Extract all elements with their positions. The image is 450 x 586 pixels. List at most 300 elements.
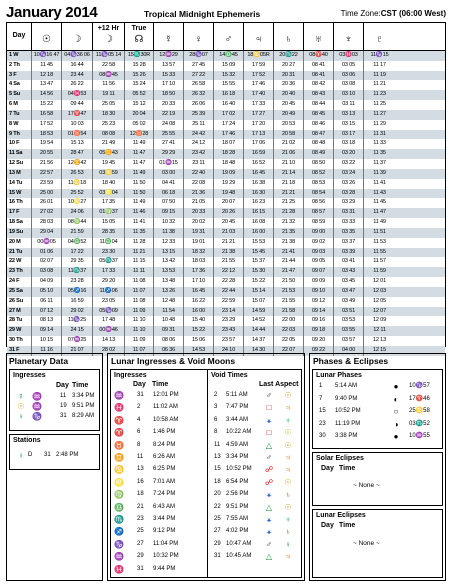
row-cell: 11 55: [373, 248, 386, 255]
ephemeris-row: [7, 110, 445, 120]
row-cell: 11 15: [125, 257, 154, 267]
row-cell: 20 33: [154, 100, 184, 110]
header: [6, 4, 446, 22]
row-cell: 15 32: [214, 71, 244, 81]
planetary-data-panel: [6, 353, 103, 581]
row-cell: 11 08: [125, 277, 154, 287]
row-cell: 15 33: [154, 71, 184, 81]
void-times-label: Void Times: [211, 372, 248, 379]
row-cell: 10 32: [154, 218, 184, 228]
void-time: 7:47 PM: [226, 404, 249, 411]
row-cell: 26 58: [184, 80, 214, 90]
row-cell: 11 45: [373, 199, 386, 206]
row-cell: 03 55: [334, 326, 364, 336]
ingress-day: 11: [137, 454, 144, 460]
row-cell: 11 47: [125, 149, 154, 159]
row-cell: 16 22: [184, 297, 214, 307]
ingress-day: 18: [137, 491, 144, 498]
row-cell: 28 47: [62, 149, 93, 159]
row-cell: 20 45: [274, 100, 304, 110]
col-header-3: [93, 23, 125, 51]
sign-icon: ♏: [114, 515, 124, 524]
row-cell: 11 49: [125, 198, 154, 208]
row-cell: 14 37: [244, 336, 274, 346]
planet-icon: ☉: [284, 440, 292, 450]
row-cell: 09 12: [304, 297, 334, 307]
ingress-day: 31: [137, 392, 144, 398]
row-cell: 11 45: [32, 61, 62, 71]
ingress-day: 23: [137, 516, 144, 522]
row-cell: 12 48: [154, 297, 184, 307]
row-cell: 16 44: [62, 61, 93, 71]
row-cell: 03 53: [334, 316, 364, 326]
row-cell: 01♉54: [62, 130, 93, 140]
phase-position: 10♑57: [409, 383, 430, 389]
row-cell: 16 00: [244, 228, 274, 238]
row-cell: 18 40: [93, 179, 125, 189]
void-time: 2:56 PM: [226, 491, 249, 498]
row-cell: 08 08: [93, 130, 125, 140]
void-day: 15: [214, 466, 221, 473]
row-cell: 22 03: [274, 326, 304, 336]
row-cell: 16 40: [214, 100, 244, 110]
solar-time-header: Time: [339, 465, 356, 472]
row-cell: 23 30: [93, 248, 125, 258]
row-cell: 11 21: [125, 248, 154, 258]
row-cell: 10 48: [154, 316, 184, 326]
planet-icon: ♄: [285, 490, 291, 500]
row-cell: 11♋18: [62, 179, 93, 189]
row-cell: 24 06: [62, 208, 93, 218]
row-cell: 11♎04: [93, 238, 125, 248]
row-day: 17 F: [7, 208, 32, 218]
row-cell: 16 58: [32, 110, 62, 120]
row-cell: 03 22: [334, 159, 364, 169]
row-cell: 21 41: [274, 248, 304, 258]
ingress-day: 4: [137, 416, 141, 423]
row-cell: 12♉28: [125, 130, 154, 140]
row-cell: 15 37: [244, 257, 274, 267]
planet-icon: ♀: [285, 539, 291, 549]
row-day: 27 M: [7, 307, 32, 317]
ingress-day: 31: [60, 413, 67, 419]
ingress-day: 2: [137, 404, 141, 411]
phases-panel: [309, 353, 446, 581]
row-day: 5 Su: [7, 90, 32, 100]
row-cell: 17 27: [244, 110, 274, 120]
col-symbol: ♂: [224, 34, 233, 45]
row-cell: 16 08: [244, 218, 274, 228]
row-cell: 26 22: [62, 80, 93, 90]
row-cell: 15 13: [62, 139, 93, 149]
phase-day: 1: [319, 383, 323, 389]
row-day: 22 W: [7, 257, 32, 267]
row-cell: 03 43: [334, 267, 364, 277]
planet-icon: ♆: [285, 415, 291, 425]
row-cell: 13 47: [32, 80, 62, 90]
row-cell: 11 59: [373, 268, 386, 275]
row-cell: 26 01: [32, 198, 62, 208]
ingress-time: 10:58 AM: [153, 416, 179, 423]
solar-day-header: Day: [321, 465, 334, 472]
row-cell: 06 18: [154, 189, 184, 199]
row-cell: 03 51: [334, 307, 364, 317]
phase-day: 23: [319, 420, 326, 427]
phases-title: Phases & Eclipses: [313, 356, 389, 366]
row-cell: 03 49: [334, 297, 364, 307]
row-cell: 12♊42: [62, 159, 93, 169]
row-cell: 11 41: [125, 218, 154, 228]
col-header-10: [304, 23, 334, 51]
row-cell: 08♒45: [93, 71, 125, 81]
aspect-icon: ♂: [266, 453, 272, 462]
row-cell: 29 04: [32, 228, 62, 238]
phase-time: 10:52 PM: [335, 408, 361, 414]
void-day: 11: [214, 441, 221, 448]
row-day: 15 W: [7, 189, 32, 199]
row-cell: 16 15: [244, 208, 274, 218]
row-cell: 20 31: [274, 71, 304, 81]
ephemeris-row: [7, 139, 445, 149]
row-cell: 14 59: [244, 307, 274, 317]
row-cell: 08 43: [304, 90, 334, 100]
row-day: 20 M: [7, 238, 32, 248]
row-cell: 00♒05: [32, 238, 62, 248]
lunar-divider: [207, 370, 208, 577]
ephemeris-row: [7, 287, 445, 297]
lunar-title: Lunar Ingresses & Void Moons: [111, 356, 236, 366]
row-cell: 11 09: [125, 336, 154, 346]
row-cell: 25 23: [93, 120, 125, 130]
row-cell: 04 00: [334, 346, 364, 356]
row-cell: 29 35: [62, 257, 93, 267]
lunar-panel: [107, 353, 305, 581]
sign-icon: ♈: [114, 428, 124, 438]
station-type: D: [28, 452, 33, 458]
col-header-9: [274, 23, 304, 51]
row-cell: 22 40: [184, 169, 214, 179]
lunar-ecl-time-header: Time: [339, 522, 356, 529]
sign-icon: ♊: [114, 453, 124, 462]
void-day: 31: [214, 553, 221, 560]
row-cell: 11 47: [125, 159, 154, 169]
row-cell: 17♈47: [62, 110, 93, 120]
row-cell: 18 53: [32, 130, 62, 140]
row-cell: 11 07: [125, 287, 154, 297]
row-cell: 27 41: [154, 139, 184, 149]
row-cell: 08 41: [304, 61, 334, 71]
row-cell: 15 05: [93, 218, 125, 228]
row-cell: 09 15: [154, 208, 184, 218]
phase-time: 11:19 PM: [335, 420, 361, 427]
row-cell: 23 57: [214, 336, 244, 346]
lunar-ecl-day-header: Day: [321, 522, 334, 529]
ephemeris-row: [7, 149, 445, 159]
void-time: 10:45 AM: [226, 553, 252, 560]
row-cell: 11 51: [373, 228, 386, 235]
row-cell: 17 33: [244, 100, 274, 110]
row-cell: 08 44: [304, 100, 334, 110]
row-cell: 14 30: [244, 346, 274, 356]
row-cell: 09 44: [62, 100, 93, 110]
lunar-eclipse-label: Lunar Eclipses: [316, 512, 366, 519]
ephemeris-rows: [7, 51, 445, 356]
row-cell: 11 10: [125, 326, 154, 336]
row-cell: 15 06: [184, 336, 214, 346]
sign-icon: ♑: [114, 539, 124, 549]
phase-day: 15: [319, 408, 326, 414]
row-cell: 11 17: [373, 61, 386, 68]
ingress-day: 31: [137, 565, 144, 572]
row-cell: 09 07: [304, 267, 334, 277]
row-cell: 21 44: [274, 257, 304, 267]
ephemeris-row: [7, 169, 445, 179]
ingress-day: 16: [137, 478, 144, 485]
row-cell: 09 05: [304, 257, 334, 267]
phase-position: 17♈46: [409, 395, 430, 402]
row-cell: 10 15: [32, 336, 62, 346]
row-cell: 12 05: [373, 297, 386, 304]
row-cell: 12 03: [373, 287, 386, 294]
ingress-time: 11:04 PM: [153, 540, 179, 547]
planet-icon: ☉: [284, 502, 292, 512]
row-cell: 19 11: [93, 90, 125, 100]
phase-day: 7: [319, 395, 323, 402]
col-header-7: [214, 23, 244, 51]
row-cell: 14 56: [32, 90, 62, 100]
ephemeris-table: [6, 22, 446, 353]
row-cell: 27 45: [184, 61, 214, 71]
row-cell: 04 41: [154, 179, 184, 189]
row-cell: 08 06: [154, 336, 184, 346]
ephemeris-row: [7, 189, 445, 199]
row-cell: 12 33: [154, 238, 184, 248]
row-cell: 03 13: [334, 110, 364, 120]
row-cell: 05♊43: [93, 149, 125, 159]
phase-icon: ●: [393, 382, 399, 391]
row-cell: 04♓53: [62, 90, 93, 100]
void-time: 5:11 AM: [226, 392, 248, 398]
station-time: 2:48 PM: [56, 452, 79, 458]
ephemeris-row: [7, 80, 445, 90]
row-cell: 11 50: [125, 179, 154, 189]
row-cell: 03 00: [154, 169, 184, 179]
row-cell: 05♑09: [93, 307, 125, 317]
row-cell: 03 31: [334, 208, 364, 218]
row-cell: 25 39: [184, 110, 214, 120]
row-cell: 27 22: [184, 71, 214, 81]
row-cell: 14 44: [244, 326, 274, 336]
row-cell: 23 14: [214, 307, 244, 317]
row-day: 9 Th: [7, 130, 32, 140]
row-cell: 25 55: [154, 130, 184, 140]
aspect-icon: ⚹: [266, 490, 272, 500]
row-cell: 21 50: [274, 277, 304, 287]
row-cell: 12 15: [373, 346, 386, 353]
ephemeris-row: [7, 120, 445, 130]
void-day: 25: [214, 516, 221, 522]
row-cell: 08 45: [304, 110, 334, 120]
ephemeris-row: [7, 179, 445, 189]
row-cell: 21 18: [274, 179, 304, 189]
planet-icon: ♀: [18, 451, 24, 460]
row-cell: 21 38: [274, 238, 304, 248]
ingress-time: 10:32 PM: [153, 553, 179, 560]
row-cell: 15 28: [125, 61, 154, 71]
ingress-time: 8:29 AM: [72, 413, 95, 419]
row-cell: 07♒25: [62, 336, 93, 346]
ephemeris-row: [7, 90, 445, 100]
row-cell: 03 28: [334, 189, 364, 199]
ingress-day: 11: [60, 393, 67, 399]
sign-icon: ♑: [32, 412, 42, 421]
row-cell: 11 50: [125, 189, 154, 199]
sign-icon: ♒: [114, 391, 124, 400]
row-cell: 03 20: [334, 149, 364, 159]
sign-icon: ♓: [114, 403, 124, 413]
row-cell: 11 54: [154, 307, 184, 317]
row-cell: 22 19: [154, 110, 184, 120]
row-cell: 21 21: [274, 189, 304, 199]
row-cell: 22 57: [32, 169, 62, 179]
row-cell: 21 28: [274, 208, 304, 218]
row-cell: 18 50: [154, 90, 184, 100]
col-label: Day: [12, 32, 26, 39]
row-day: 31 F: [7, 346, 32, 356]
row-cell: 15 07: [244, 297, 274, 307]
row-cell: 15 45: [244, 248, 274, 258]
ingress-day: 25: [137, 528, 144, 535]
row-cell: 12 13: [373, 337, 386, 344]
row-cell: 11 47: [373, 209, 386, 216]
ephemeris-subtitle: Tropical Midnight Ephemeris: [144, 9, 261, 19]
row-cell: 08 46: [304, 120, 334, 130]
lunar-none: ~ None ~: [353, 540, 380, 547]
row-cell: 08♈40: [304, 51, 334, 61]
row-cell: 22 28: [214, 277, 244, 287]
ingress-time: 3:44 PM: [153, 516, 176, 522]
row-cell: 21 10: [274, 159, 304, 169]
ephemeris-row: [7, 208, 445, 218]
row-cell: 20 02: [184, 218, 214, 228]
row-cell: 21 14: [274, 169, 304, 179]
row-cell: 15 30: [244, 267, 274, 277]
row-cell: 11 27: [373, 110, 386, 117]
row-cell: 19 01: [184, 238, 214, 248]
row-cell: 17 36: [184, 267, 214, 277]
planet-icon: ♃: [285, 552, 291, 562]
row-cell: 22 58: [93, 61, 125, 71]
row-cell: 13 42: [154, 257, 184, 267]
void-day: 2: [214, 392, 218, 398]
row-day: 8 W: [7, 120, 32, 130]
row-cell: 20 36: [274, 80, 304, 90]
ephemeris-row: [7, 307, 445, 317]
planet-icon: ☉: [284, 391, 292, 400]
ingress-time: 9:12 PM: [153, 528, 176, 535]
solar-eclipse-box: [312, 452, 443, 506]
time-header: Time: [72, 382, 89, 389]
ingress-day: 29: [137, 553, 144, 560]
ephemeris-row: [7, 316, 445, 326]
phase-icon: ◐: [393, 394, 399, 404]
col-label: +12 Hr: [97, 25, 120, 32]
row-cell: 24 12: [184, 139, 214, 149]
ingress-time: 7:01 AM: [153, 478, 176, 485]
row-cell: 16 45: [184, 287, 214, 297]
void-time: 3:44 AM: [226, 416, 249, 423]
lunar-day-header: Day: [133, 381, 146, 388]
row-cell: 08 54: [304, 189, 334, 199]
ingress-time: 6:43 AM: [153, 503, 176, 510]
ephemeris-row: [7, 61, 445, 71]
row-cell: 17 33: [93, 267, 125, 277]
sign-icon: ♍: [114, 490, 124, 500]
void-day: 27: [214, 528, 221, 535]
row-day: 3 F: [7, 71, 32, 81]
row-cell: 09 14: [304, 307, 334, 317]
void-time: 10:22 AM: [226, 429, 252, 436]
row-cell: 08 52: [304, 169, 334, 179]
ephemeris-row: [7, 159, 445, 169]
ephemeris-row: [7, 228, 445, 238]
void-day: 18: [214, 478, 221, 485]
row-cell: 13 48: [154, 277, 184, 287]
stations-box: [9, 434, 100, 470]
row-cell: 05 52: [125, 90, 154, 100]
col-header-1: [32, 23, 62, 51]
phase-icon: ◑: [393, 419, 399, 429]
row-cell: 00♒46: [93, 326, 125, 336]
ephemeris-row: [7, 71, 445, 81]
planet-icon: ☉: [17, 402, 25, 411]
ingress-time: 6:25 PM: [153, 466, 176, 473]
row-cell: 15 53: [244, 238, 274, 248]
row-day: 1 W: [7, 51, 32, 61]
row-cell: 11 41: [373, 179, 386, 186]
row-cell: 10♑16 47: [32, 51, 62, 61]
col-header-11: [334, 23, 364, 51]
row-cell: 21 07: [62, 346, 93, 356]
row-cell: 09 20: [304, 336, 334, 346]
row-cell: 15 26: [125, 71, 154, 81]
planet-icon: ☉: [284, 477, 292, 487]
row-cell: 21 55: [274, 297, 304, 307]
row-cell: 28 02: [93, 346, 125, 356]
row-cell: 19 31: [184, 228, 214, 238]
aspect-icon: △: [265, 552, 273, 562]
planet-icon: ♀: [18, 412, 24, 421]
row-cell: 02 07: [32, 257, 62, 267]
row-cell: 22 59: [214, 297, 244, 307]
row-cell: 09 14: [32, 326, 62, 336]
planet-icon: ♃: [285, 403, 291, 413]
row-cell: 09 00: [304, 228, 334, 238]
row-day: 25 Sa: [7, 287, 32, 297]
col-header-0: [7, 23, 32, 51]
row-cell: 28 03: [32, 218, 62, 228]
col-symbol: ☊: [134, 34, 144, 45]
row-cell: 04♎52: [62, 238, 93, 248]
ephemeris-row: [7, 218, 445, 228]
col-symbol: ☉: [42, 34, 51, 45]
row-cell: 09 02: [304, 238, 334, 248]
phase-position: 10♒55: [409, 433, 430, 439]
row-cell: 11 53: [373, 238, 386, 245]
row-cell: 23 28: [62, 277, 93, 287]
row-cell: 21 47: [274, 267, 304, 277]
row-cell: 11 37: [373, 160, 386, 167]
